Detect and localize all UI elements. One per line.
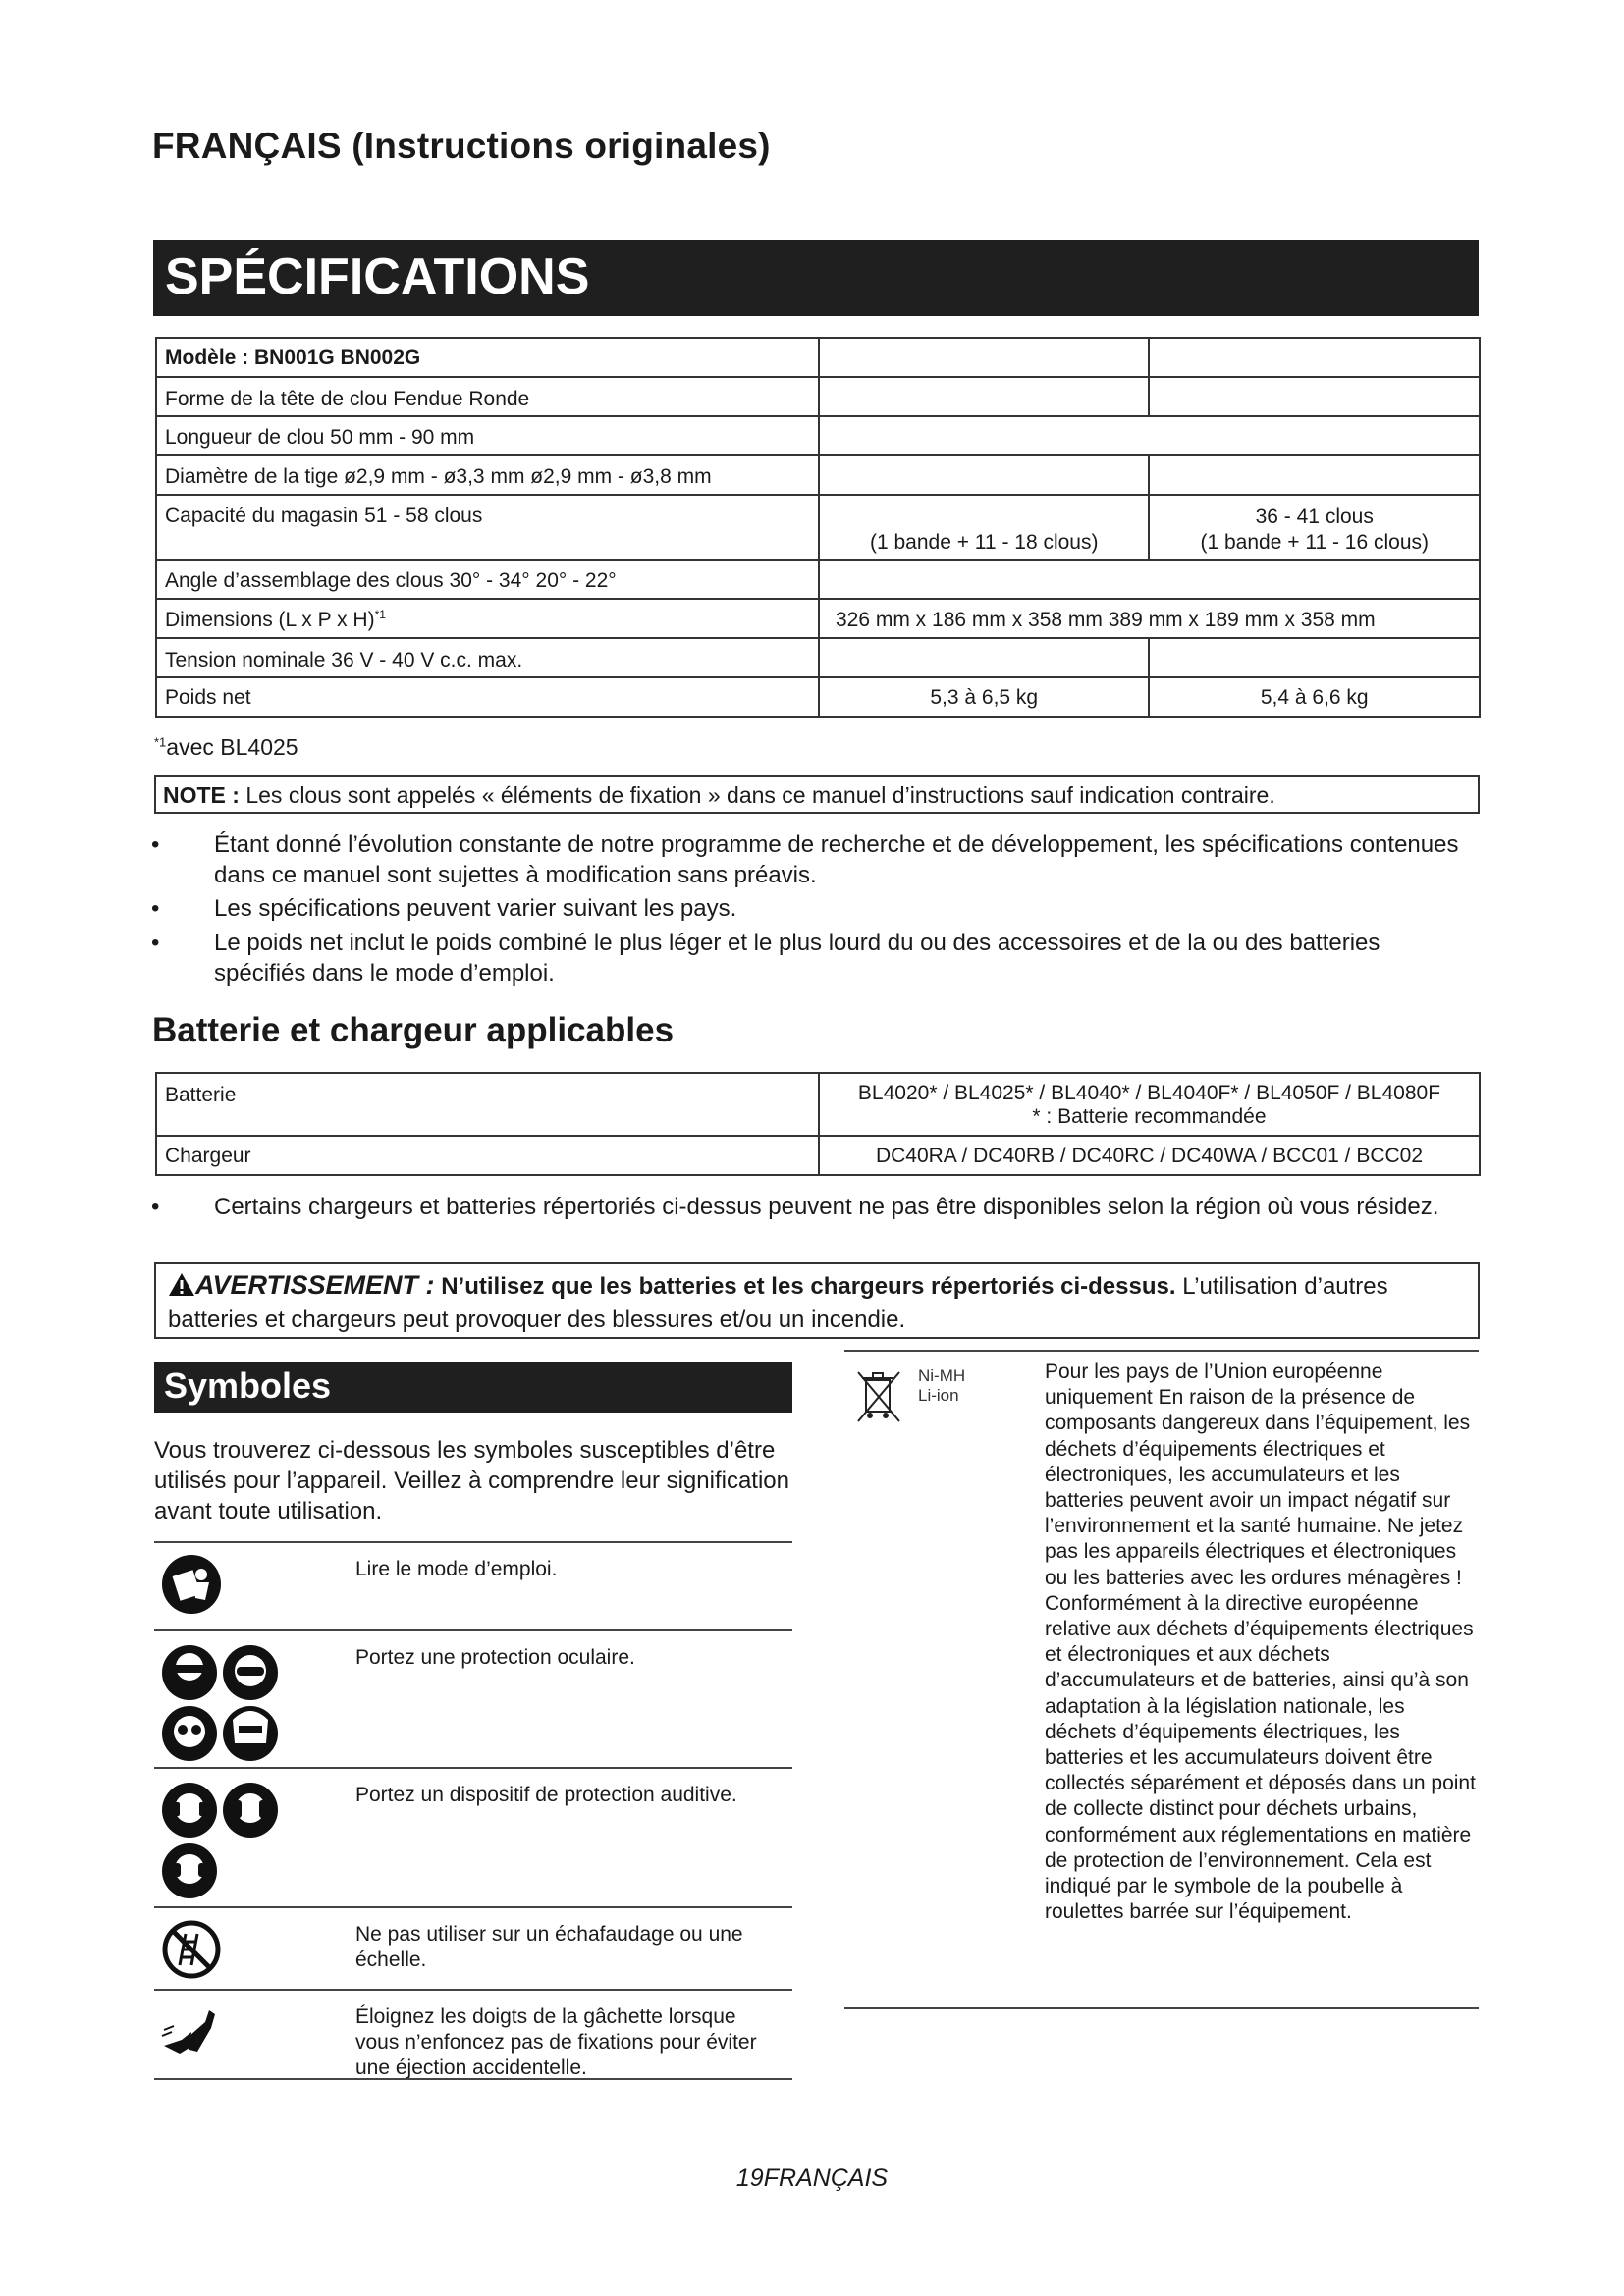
spec-value: 5,3 à 6,5 kg <box>819 677 1150 717</box>
read-manual-icon <box>160 1553 223 1621</box>
list-item: • Étant donné l’évolution constante de notre programme de recherche et de développement, les spécifications contenues dans ce manuel sont sujettes à modification sans préavis. <box>147 829 1473 890</box>
spec-value <box>819 455 1150 495</box>
warning-label: AVERTISSEMENT : <box>195 1270 435 1300</box>
divider <box>154 2078 792 2080</box>
note-text: Les clous sont appelés « éléments de fixation » dans ce manuel d’instructions sauf indication contraire. <box>245 782 1275 808</box>
footnote <box>154 734 298 761</box>
battery-models: BL4020* / BL4025* / BL4040* / BL4040F* / BL4050F / BL4080F <box>857 1082 1441 1104</box>
list-item: • Certains chargeurs et batteries répertoriés ci-dessus peuvent ne pas être disponibles selon la région où vous résidez. <box>147 1192 1473 1222</box>
battery-type-line: Li-ion <box>918 1386 959 1405</box>
spec-value <box>819 638 1150 677</box>
spec-row-head-shape <box>156 377 1480 416</box>
warning-text: L’utilisation d’autres batteries et chargeurs peut provoquer des blessures et/ou un incendie. <box>168 1273 1388 1333</box>
spec-value <box>1149 338 1480 377</box>
warning-bold-text: N’utilisez que les batteries et les chargeurs répertoriés ci-dessus. <box>441 1273 1176 1300</box>
symbol-description: Lire le mode d’emploi. <box>355 1558 558 1580</box>
spec-row-magazine-capacity <box>156 495 1480 560</box>
spec-label: Diamètre de la tige ø2,9 mm - ø3,3 mm ø2,9 mm - ø3,8 mm <box>156 455 819 495</box>
spec-label: Tension nominale 36 V - 40 V c.c. max. <box>156 638 819 677</box>
spec-label-text: Dimensions (L x P x H) <box>165 609 375 631</box>
spec-row-voltage <box>156 638 1480 677</box>
spec-row-shank-diameter <box>156 455 1480 495</box>
eye-protection-icon <box>160 1641 283 1769</box>
weee-disposal-text: Pour les pays de l’Union européenne uniquement En raison de la présence de composants dangereux dans l’équipement, les déchets d’équipements électriques et électroniques, les accumulateurs et les batteries peuvent avoir un impact négatif sur l’environnement et la santé humaine. Ne jetez pas les appareils électriques et électroniques ou les batteries avec les ordures ménagères ! Conformément à la directive européenne relative aux déchets d’équipements électriques et électroniques et aux déchets d’accumulateurs et de batteries, ainsi qu’à son adaptation à la législation nationale, les déchets d’équipements électriques, les batteries et les accumulateurs doivent être collectés séparément et déposés dans un point de collecte distinct pour déchets urbains, conformément aux réglementations en matière de protection de l’environnement. Cela est indiqué par le symbole de la poubelle à roulettes barrée sur l’équipement. <box>1045 1361 1476 1924</box>
finger-off-trigger-icon <box>160 2006 223 2070</box>
spec-value <box>819 377 1150 416</box>
spec-value-line: 36 - 41 clous <box>1255 506 1374 528</box>
note-box <box>154 775 1480 814</box>
specifications-banner: SPÉCIFICATIONS <box>153 240 1479 316</box>
spec-label: Angle d’assemblage des clous 30° - 34° 20° - 22° <box>156 560 819 599</box>
battery-type-line: Ni-MH <box>918 1366 966 1385</box>
list-item: • Les spécifications peuvent varier suivant les pays. <box>147 893 1473 924</box>
symbol-description: Ne pas utiliser sur un échafaudage ou une échelle. <box>355 1923 743 1971</box>
symbol-row <box>154 1629 792 1769</box>
spec-label: Forme de la tête de clou Fendue Ronde <box>156 377 819 416</box>
spec-value <box>1149 638 1480 677</box>
divider <box>844 1350 1479 1352</box>
symbol-row <box>154 1906 792 1991</box>
symbols-banner: Symboles <box>154 1362 792 1413</box>
spec-value-line <box>828 505 1141 530</box>
page-footer: 19FRANÇAIS <box>735 2164 889 2192</box>
spec-label: Poids net <box>156 677 819 717</box>
spec-value <box>819 416 1480 455</box>
list-item-text: Les spécifications peuvent varier suivant les pays. <box>214 895 737 922</box>
spec-value <box>819 495 1150 560</box>
crossed-bin-icon <box>852 1366 905 1430</box>
battery-type-label <box>918 1366 965 1406</box>
symbol-row <box>154 1767 792 1908</box>
battery-recommended-note: * : Batterie recommandée <box>1032 1105 1267 1128</box>
spec-value <box>819 560 1480 599</box>
battery-section-heading: Batterie et chargeur applicables <box>152 1011 675 1049</box>
spec-value <box>1149 495 1480 560</box>
spec-label: Modèle : BN001G BN002G <box>156 338 819 377</box>
symbol-row <box>154 1989 792 2079</box>
spec-value-line: (1 bande + 11 - 16 clous) <box>1200 531 1429 554</box>
spec-value <box>819 338 1150 377</box>
battery-table <box>155 1072 1481 1176</box>
divider <box>844 2007 1479 2009</box>
spec-row-model <box>156 338 1480 377</box>
spec-value <box>1149 377 1480 416</box>
warning-icon <box>168 1272 195 1305</box>
specifications-table <box>155 337 1481 718</box>
symbol-description: Portez une protection oculaire. <box>355 1646 635 1669</box>
spec-row-nail-length <box>156 416 1480 455</box>
list-item-text: Étant donné l’évolution constante de notre programme de recherche et de développement, les spécifications contenues dans ce manuel sont sujettes à modification sans préavis. <box>214 831 1459 888</box>
footnote-mark: *1 <box>154 734 167 750</box>
spec-label <box>156 599 819 638</box>
battery-value <box>819 1073 1480 1136</box>
charger-label: Chargeur <box>156 1136 819 1175</box>
spec-value: 326 mm x 186 mm x 358 mm 389 mm x 189 mm x 358 mm <box>819 599 1480 638</box>
spec-value-line: (1 bande + 11 - 18 clous) <box>869 531 1099 554</box>
symbol-row <box>154 1541 792 1631</box>
list-item: • Le poids net inclut le poids combiné le plus léger et le plus lourd du ou des accessoires et de la ou des batteries spécifiés dans le mode d’emploi. <box>147 928 1473 988</box>
battery-label: Batterie <box>156 1073 819 1136</box>
note-label: NOTE : <box>163 782 240 808</box>
spec-row-dimensions <box>156 599 1480 638</box>
page-title: FRANÇAIS (Instructions originales) <box>152 126 771 166</box>
ear-protection-icon <box>160 1779 283 1906</box>
symbol-description: Éloignez les doigts de la gâchette lorsque vous n’enfoncez pas de fixations pour éviter une éjection accidentelle. <box>355 2005 757 2079</box>
spec-label: Capacité du magasin 51 - 58 clous <box>156 495 819 560</box>
symbols-intro: Vous trouverez ci-dessous les symboles susceptibles d’être utilisés pour l’appareil. Veillez à comprendre leur signification avant toute utilisation. <box>154 1437 790 1524</box>
charger-value: DC40RA / DC40RB / DC40RC / DC40WA / BCC01 / BCC02 <box>819 1136 1480 1175</box>
symbol-description: Portez un dispositif de protection auditive. <box>355 1784 737 1806</box>
spec-label: Longueur de clou 50 mm - 90 mm <box>156 416 819 455</box>
footnote-text: avec BL4025 <box>166 734 298 760</box>
spec-row-net-weight <box>156 677 1480 717</box>
warning-box <box>154 1262 1480 1339</box>
list-item-text: Le poids net inclut le poids combiné le plus léger et le plus lourd du ou des accessoires et de la ou des batteries spécifiés dans le mode d’emploi. <box>214 930 1380 987</box>
spec-row-collation-angle <box>156 560 1480 599</box>
list-item-text: Certains chargeurs et batteries répertoriés ci-dessus peuvent ne pas être disponibles selon la région où vous résidez. <box>214 1194 1439 1220</box>
spec-value: 5,4 à 6,6 kg <box>1149 677 1480 717</box>
footnote-mark: *1 <box>374 608 386 621</box>
charger-row <box>156 1136 1480 1175</box>
battery-row <box>156 1073 1480 1136</box>
spec-value <box>1149 455 1480 495</box>
no-scaffold-ladder-icon <box>160 1918 223 1986</box>
